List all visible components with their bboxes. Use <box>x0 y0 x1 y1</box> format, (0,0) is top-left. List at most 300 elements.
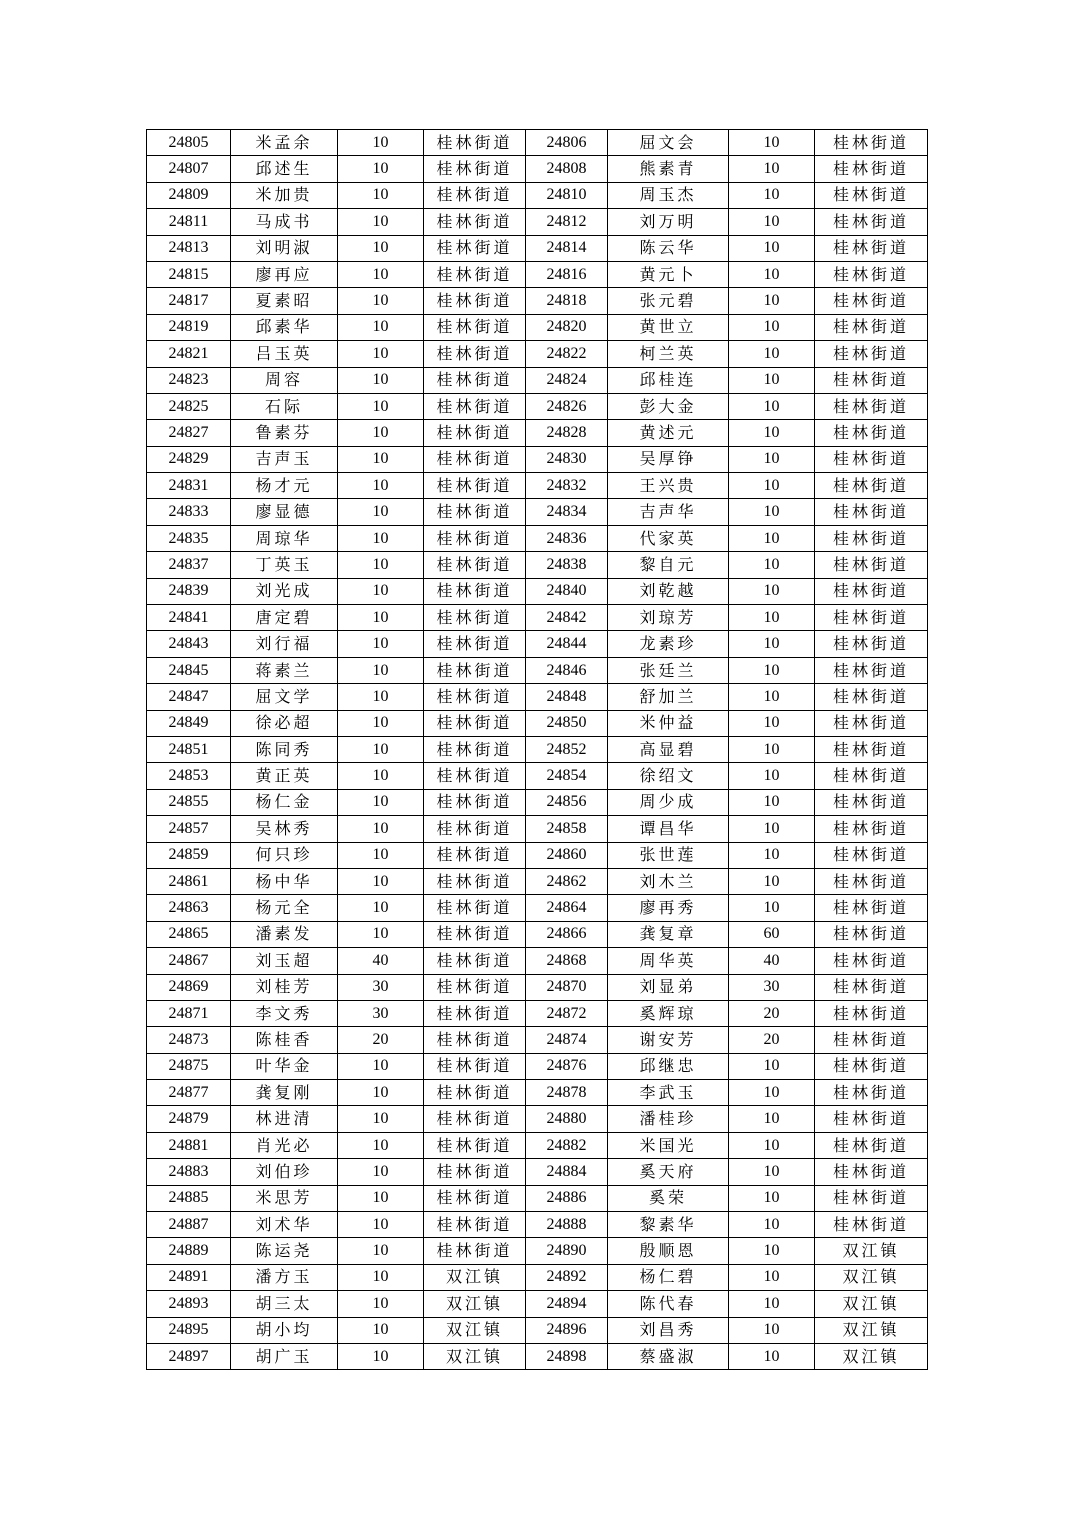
record-id-cell: 24843 <box>147 631 231 657</box>
record-id-cell: 24847 <box>147 684 231 710</box>
place-name-cell: 桂林街道 <box>815 789 928 815</box>
place-name-cell: 桂林街道 <box>424 235 526 261</box>
record-id-cell: 24876 <box>526 1053 608 1079</box>
record-id-cell: 24810 <box>526 182 608 208</box>
record-id-cell: 24842 <box>526 605 608 631</box>
place-name-cell: 桂林街道 <box>424 842 526 868</box>
amount-cell: 10 <box>338 736 424 762</box>
person-name-cell: 彭大金 <box>608 393 729 419</box>
amount-cell: 10 <box>729 288 815 314</box>
amount-cell: 10 <box>338 921 424 947</box>
place-name-cell: 桂林街道 <box>815 156 928 182</box>
place-name-cell: 桂林街道 <box>424 288 526 314</box>
place-name-cell: 桂林街道 <box>815 1080 928 1106</box>
place-name-cell: 桂林街道 <box>815 367 928 393</box>
place-name-cell: 桂林街道 <box>815 657 928 683</box>
person-name-cell: 徐必超 <box>231 710 338 736</box>
person-name-cell: 周少成 <box>608 789 729 815</box>
person-name-cell: 谭昌华 <box>608 816 729 842</box>
person-name-cell: 周玉杰 <box>608 182 729 208</box>
person-name-cell: 奚荣 <box>608 1185 729 1211</box>
person-name-cell: 王兴贵 <box>608 473 729 499</box>
table-row <box>147 1343 928 1369</box>
person-name-cell: 屈文学 <box>231 684 338 710</box>
table-row <box>147 367 928 393</box>
amount-cell: 10 <box>338 209 424 235</box>
person-name-cell: 陈运尧 <box>231 1238 338 1264</box>
amount-cell: 10 <box>729 367 815 393</box>
record-id-cell: 24880 <box>526 1106 608 1132</box>
place-name-cell: 双江镇 <box>815 1291 928 1317</box>
place-name-cell: 桂林街道 <box>815 1027 928 1053</box>
table-row <box>147 868 928 894</box>
place-name-cell: 桂林街道 <box>424 789 526 815</box>
person-name-cell: 刘伯珍 <box>231 1159 338 1185</box>
amount-cell: 10 <box>338 868 424 894</box>
place-name-cell: 桂林街道 <box>424 1080 526 1106</box>
person-name-cell: 吉声玉 <box>231 446 338 472</box>
record-id-cell: 24832 <box>526 473 608 499</box>
place-name-cell: 桂林街道 <box>424 895 526 921</box>
place-name-cell: 双江镇 <box>815 1264 928 1290</box>
amount-cell: 10 <box>338 763 424 789</box>
place-name-cell: 桂林街道 <box>815 710 928 736</box>
place-name-cell: 桂林街道 <box>815 605 928 631</box>
record-id-cell: 24837 <box>147 552 231 578</box>
record-id-cell: 24888 <box>526 1212 608 1238</box>
amount-cell: 10 <box>729 1159 815 1185</box>
table-row <box>147 288 928 314</box>
table-row <box>147 261 928 287</box>
table-row <box>147 473 928 499</box>
amount-cell: 10 <box>338 393 424 419</box>
amount-cell: 10 <box>729 1106 815 1132</box>
place-name-cell: 双江镇 <box>424 1291 526 1317</box>
record-id-cell: 24858 <box>526 816 608 842</box>
amount-cell: 10 <box>338 156 424 182</box>
record-id-cell: 24891 <box>147 1264 231 1290</box>
amount-cell: 10 <box>338 789 424 815</box>
person-name-cell: 胡小均 <box>231 1317 338 1343</box>
record-id-cell: 24809 <box>147 182 231 208</box>
table-row <box>147 420 928 446</box>
amount-cell: 10 <box>338 182 424 208</box>
place-name-cell: 桂林街道 <box>815 341 928 367</box>
record-id-cell: 24820 <box>526 314 608 340</box>
person-name-cell: 陈桂香 <box>231 1027 338 1053</box>
record-id-cell: 24862 <box>526 868 608 894</box>
table-row <box>147 763 928 789</box>
place-name-cell: 桂林街道 <box>815 130 928 156</box>
record-id-cell: 24867 <box>147 948 231 974</box>
record-id-cell: 24854 <box>526 763 608 789</box>
person-name-cell: 吴厚铮 <box>608 446 729 472</box>
person-name-cell: 杨仁金 <box>231 789 338 815</box>
person-name-cell: 刘术华 <box>231 1212 338 1238</box>
amount-cell: 10 <box>729 1080 815 1106</box>
record-id-cell: 24835 <box>147 525 231 551</box>
record-id-cell: 24882 <box>526 1132 608 1158</box>
record-id-cell: 24881 <box>147 1132 231 1158</box>
record-id-cell: 24852 <box>526 736 608 762</box>
record-id-cell: 24833 <box>147 499 231 525</box>
record-id-cell: 24898 <box>526 1343 608 1369</box>
amount-cell: 10 <box>729 156 815 182</box>
place-name-cell: 双江镇 <box>424 1317 526 1343</box>
amount-cell: 10 <box>729 789 815 815</box>
record-id-cell: 24815 <box>147 261 231 287</box>
place-name-cell: 桂林街道 <box>424 736 526 762</box>
table-row <box>147 1185 928 1211</box>
person-name-cell: 杨中华 <box>231 868 338 894</box>
amount-cell: 10 <box>729 525 815 551</box>
amount-cell: 10 <box>729 341 815 367</box>
person-name-cell: 杨仁碧 <box>608 1264 729 1290</box>
place-name-cell: 桂林街道 <box>424 209 526 235</box>
amount-cell: 10 <box>729 499 815 525</box>
place-name-cell: 桂林街道 <box>424 974 526 1000</box>
record-id-cell: 24811 <box>147 209 231 235</box>
amount-cell: 30 <box>338 1000 424 1026</box>
place-name-cell: 双江镇 <box>424 1264 526 1290</box>
amount-cell: 10 <box>338 1264 424 1290</box>
amount-cell: 60 <box>729 921 815 947</box>
table-row <box>147 393 928 419</box>
person-name-cell: 黎素华 <box>608 1212 729 1238</box>
person-name-cell: 高显碧 <box>608 736 729 762</box>
amount-cell: 20 <box>338 1027 424 1053</box>
place-name-cell: 桂林街道 <box>815 314 928 340</box>
place-name-cell: 桂林街道 <box>424 710 526 736</box>
person-name-cell: 邱述生 <box>231 156 338 182</box>
table-row <box>147 1264 928 1290</box>
record-id-cell: 24808 <box>526 156 608 182</box>
amount-cell: 10 <box>729 1291 815 1317</box>
person-name-cell: 吉声华 <box>608 499 729 525</box>
person-name-cell: 龚复章 <box>608 921 729 947</box>
place-name-cell: 桂林街道 <box>815 895 928 921</box>
place-name-cell: 桂林街道 <box>424 1027 526 1053</box>
amount-cell: 10 <box>729 842 815 868</box>
amount-cell: 10 <box>729 657 815 683</box>
place-name-cell: 桂林街道 <box>424 605 526 631</box>
table-row <box>147 1291 928 1317</box>
amount-cell: 10 <box>338 525 424 551</box>
place-name-cell: 桂林街道 <box>815 552 928 578</box>
amount-cell: 10 <box>729 130 815 156</box>
table-row <box>147 1000 928 1026</box>
place-name-cell: 桂林街道 <box>424 525 526 551</box>
table-row <box>147 789 928 815</box>
place-name-cell: 桂林街道 <box>424 578 526 604</box>
person-name-cell: 刘万明 <box>608 209 729 235</box>
amount-cell: 10 <box>729 763 815 789</box>
table-row <box>147 605 928 631</box>
amount-cell: 10 <box>729 1238 815 1264</box>
record-id-cell: 24827 <box>147 420 231 446</box>
place-name-cell: 桂林街道 <box>815 921 928 947</box>
amount-cell: 10 <box>729 736 815 762</box>
amount-cell: 10 <box>338 288 424 314</box>
person-name-cell: 舒加兰 <box>608 684 729 710</box>
table-row <box>147 895 928 921</box>
person-name-cell: 奚辉琼 <box>608 1000 729 1026</box>
place-name-cell: 桂林街道 <box>815 209 928 235</box>
person-name-cell: 邱桂连 <box>608 367 729 393</box>
person-name-cell: 廖再应 <box>231 261 338 287</box>
place-name-cell: 桂林街道 <box>424 948 526 974</box>
place-name-cell: 桂林街道 <box>424 552 526 578</box>
document-page <box>146 129 927 1370</box>
record-id-cell: 24870 <box>526 974 608 1000</box>
person-name-cell: 黄正英 <box>231 763 338 789</box>
table-row <box>147 921 928 947</box>
place-name-cell: 双江镇 <box>815 1317 928 1343</box>
table-row <box>147 816 928 842</box>
record-id-cell: 24813 <box>147 235 231 261</box>
record-id-cell: 24846 <box>526 657 608 683</box>
place-name-cell: 桂林街道 <box>424 816 526 842</box>
record-id-cell: 24839 <box>147 578 231 604</box>
person-name-cell: 鲁素芬 <box>231 420 338 446</box>
record-id-cell: 24834 <box>526 499 608 525</box>
record-id-cell: 24818 <box>526 288 608 314</box>
record-id-cell: 24836 <box>526 525 608 551</box>
place-name-cell: 桂林街道 <box>815 1132 928 1158</box>
place-name-cell: 桂林街道 <box>424 763 526 789</box>
person-name-cell: 夏素昭 <box>231 288 338 314</box>
record-id-cell: 24841 <box>147 605 231 631</box>
record-id-cell: 24857 <box>147 816 231 842</box>
record-id-cell: 24853 <box>147 763 231 789</box>
person-name-cell: 何只珍 <box>231 842 338 868</box>
amount-cell: 20 <box>729 1027 815 1053</box>
place-name-cell: 桂林街道 <box>424 921 526 947</box>
amount-cell: 10 <box>729 1343 815 1369</box>
place-name-cell: 桂林街道 <box>815 1185 928 1211</box>
place-name-cell: 桂林街道 <box>424 420 526 446</box>
table-row <box>147 314 928 340</box>
place-name-cell: 桂林街道 <box>815 736 928 762</box>
table-row <box>147 1027 928 1053</box>
record-id-cell: 24893 <box>147 1291 231 1317</box>
place-name-cell: 桂林街道 <box>815 948 928 974</box>
place-name-cell: 桂林街道 <box>815 473 928 499</box>
table-row <box>147 1238 928 1264</box>
record-id-cell: 24861 <box>147 868 231 894</box>
place-name-cell: 桂林街道 <box>424 499 526 525</box>
table-row <box>147 446 928 472</box>
record-id-cell: 24845 <box>147 657 231 683</box>
record-id-cell: 24890 <box>526 1238 608 1264</box>
amount-cell: 10 <box>338 473 424 499</box>
record-id-cell: 24855 <box>147 789 231 815</box>
amount-cell: 10 <box>729 1264 815 1290</box>
person-name-cell: 李武玉 <box>608 1080 729 1106</box>
person-name-cell: 周华英 <box>608 948 729 974</box>
person-name-cell: 黄元卜 <box>608 261 729 287</box>
person-name-cell: 周琼华 <box>231 525 338 551</box>
person-name-cell: 米加贵 <box>231 182 338 208</box>
amount-cell: 10 <box>338 657 424 683</box>
record-id-cell: 24872 <box>526 1000 608 1026</box>
place-name-cell: 桂林街道 <box>815 446 928 472</box>
record-id-cell: 24848 <box>526 684 608 710</box>
amount-cell: 10 <box>338 816 424 842</box>
amount-cell: 10 <box>338 1212 424 1238</box>
place-name-cell: 桂林街道 <box>424 1000 526 1026</box>
place-name-cell: 桂林街道 <box>815 974 928 1000</box>
person-name-cell: 殷顺恩 <box>608 1238 729 1264</box>
amount-cell: 10 <box>338 1343 424 1369</box>
person-name-cell: 陈云华 <box>608 235 729 261</box>
place-name-cell: 桂林街道 <box>815 420 928 446</box>
amount-cell: 10 <box>729 209 815 235</box>
amount-cell: 10 <box>729 605 815 631</box>
table-row <box>147 1080 928 1106</box>
person-name-cell: 胡广玉 <box>231 1343 338 1369</box>
person-name-cell: 黄述元 <box>608 420 729 446</box>
person-name-cell: 林进清 <box>231 1106 338 1132</box>
record-id-cell: 24873 <box>147 1027 231 1053</box>
person-name-cell: 代家英 <box>608 525 729 551</box>
record-id-cell: 24885 <box>147 1185 231 1211</box>
person-name-cell: 肖光必 <box>231 1132 338 1158</box>
amount-cell: 10 <box>338 1317 424 1343</box>
place-name-cell: 桂林街道 <box>424 657 526 683</box>
amount-cell: 10 <box>338 1238 424 1264</box>
amount-cell: 10 <box>729 868 815 894</box>
amount-cell: 10 <box>338 552 424 578</box>
place-name-cell: 桂林街道 <box>815 235 928 261</box>
record-id-cell: 24838 <box>526 552 608 578</box>
amount-cell: 30 <box>729 974 815 1000</box>
amount-cell: 10 <box>729 578 815 604</box>
table-row <box>147 1159 928 1185</box>
table-row <box>147 842 928 868</box>
table-row <box>147 1132 928 1158</box>
person-name-cell: 廖显德 <box>231 499 338 525</box>
table-row <box>147 1106 928 1132</box>
record-id-cell: 24860 <box>526 842 608 868</box>
amount-cell: 10 <box>729 182 815 208</box>
place-name-cell: 桂林街道 <box>815 684 928 710</box>
amount-cell: 10 <box>729 895 815 921</box>
person-name-cell: 刘桂芳 <box>231 974 338 1000</box>
place-name-cell: 桂林街道 <box>424 684 526 710</box>
person-name-cell: 徐绍文 <box>608 763 729 789</box>
place-name-cell: 桂林街道 <box>424 367 526 393</box>
record-id-cell: 24807 <box>147 156 231 182</box>
record-id-cell: 24816 <box>526 261 608 287</box>
place-name-cell: 桂林街道 <box>424 1212 526 1238</box>
person-name-cell: 潘桂珍 <box>608 1106 729 1132</box>
person-name-cell: 张元碧 <box>608 288 729 314</box>
place-name-cell: 桂林街道 <box>815 578 928 604</box>
person-name-cell: 杨才元 <box>231 473 338 499</box>
person-name-cell: 张世莲 <box>608 842 729 868</box>
table-row <box>147 1053 928 1079</box>
amount-cell: 10 <box>729 1053 815 1079</box>
table-row <box>147 499 928 525</box>
amount-cell: 10 <box>338 605 424 631</box>
record-id-cell: 24822 <box>526 341 608 367</box>
place-name-cell: 桂林街道 <box>424 446 526 472</box>
amount-cell: 10 <box>729 1317 815 1343</box>
place-name-cell: 桂林街道 <box>815 816 928 842</box>
amount-cell: 10 <box>729 1132 815 1158</box>
table-row <box>147 736 928 762</box>
place-name-cell: 桂林街道 <box>424 393 526 419</box>
place-name-cell: 桂林街道 <box>815 1000 928 1026</box>
amount-cell: 10 <box>729 446 815 472</box>
record-id-cell: 24850 <box>526 710 608 736</box>
record-id-cell: 24869 <box>147 974 231 1000</box>
table-row <box>147 525 928 551</box>
person-name-cell: 米孟余 <box>231 130 338 156</box>
place-name-cell: 桂林街道 <box>815 631 928 657</box>
amount-cell: 10 <box>338 1080 424 1106</box>
amount-cell: 10 <box>729 684 815 710</box>
record-id-cell: 24844 <box>526 631 608 657</box>
amount-cell: 30 <box>338 974 424 1000</box>
amount-cell: 10 <box>729 314 815 340</box>
place-name-cell: 双江镇 <box>815 1343 928 1369</box>
amount-cell: 10 <box>338 341 424 367</box>
amount-cell: 10 <box>338 446 424 472</box>
place-name-cell: 桂林街道 <box>424 130 526 156</box>
amount-cell: 10 <box>729 473 815 499</box>
amount-cell: 10 <box>729 552 815 578</box>
amount-cell: 40 <box>338 948 424 974</box>
person-name-cell: 胡三太 <box>231 1291 338 1317</box>
amount-cell: 10 <box>338 130 424 156</box>
place-name-cell: 桂林街道 <box>424 631 526 657</box>
person-name-cell: 潘素发 <box>231 921 338 947</box>
person-name-cell: 石际 <box>231 393 338 419</box>
person-name-cell: 邱素华 <box>231 314 338 340</box>
record-id-cell: 24840 <box>526 578 608 604</box>
amount-cell: 10 <box>338 684 424 710</box>
person-name-cell: 刘显弟 <box>608 974 729 1000</box>
record-id-cell: 24884 <box>526 1159 608 1185</box>
person-name-cell: 刘昌秀 <box>608 1317 729 1343</box>
person-name-cell: 唐定碧 <box>231 605 338 631</box>
record-id-cell: 24826 <box>526 393 608 419</box>
amount-cell: 10 <box>729 816 815 842</box>
person-name-cell: 米思芳 <box>231 1185 338 1211</box>
place-name-cell: 桂林街道 <box>815 182 928 208</box>
record-id-cell: 24823 <box>147 367 231 393</box>
record-id-cell: 24895 <box>147 1317 231 1343</box>
person-name-cell: 刘玉超 <box>231 948 338 974</box>
record-id-cell: 24894 <box>526 1291 608 1317</box>
table-row <box>147 341 928 367</box>
table-row <box>147 1212 928 1238</box>
record-id-cell: 24883 <box>147 1159 231 1185</box>
record-id-cell: 24892 <box>526 1264 608 1290</box>
roster-body <box>147 130 928 1370</box>
table-row <box>147 130 928 156</box>
amount-cell: 10 <box>729 420 815 446</box>
place-name-cell: 桂林街道 <box>815 261 928 287</box>
record-id-cell: 24828 <box>526 420 608 446</box>
place-name-cell: 桂林街道 <box>424 868 526 894</box>
record-id-cell: 24824 <box>526 367 608 393</box>
person-name-cell: 邱继忠 <box>608 1053 729 1079</box>
amount-cell: 10 <box>338 842 424 868</box>
record-id-cell: 24825 <box>147 393 231 419</box>
